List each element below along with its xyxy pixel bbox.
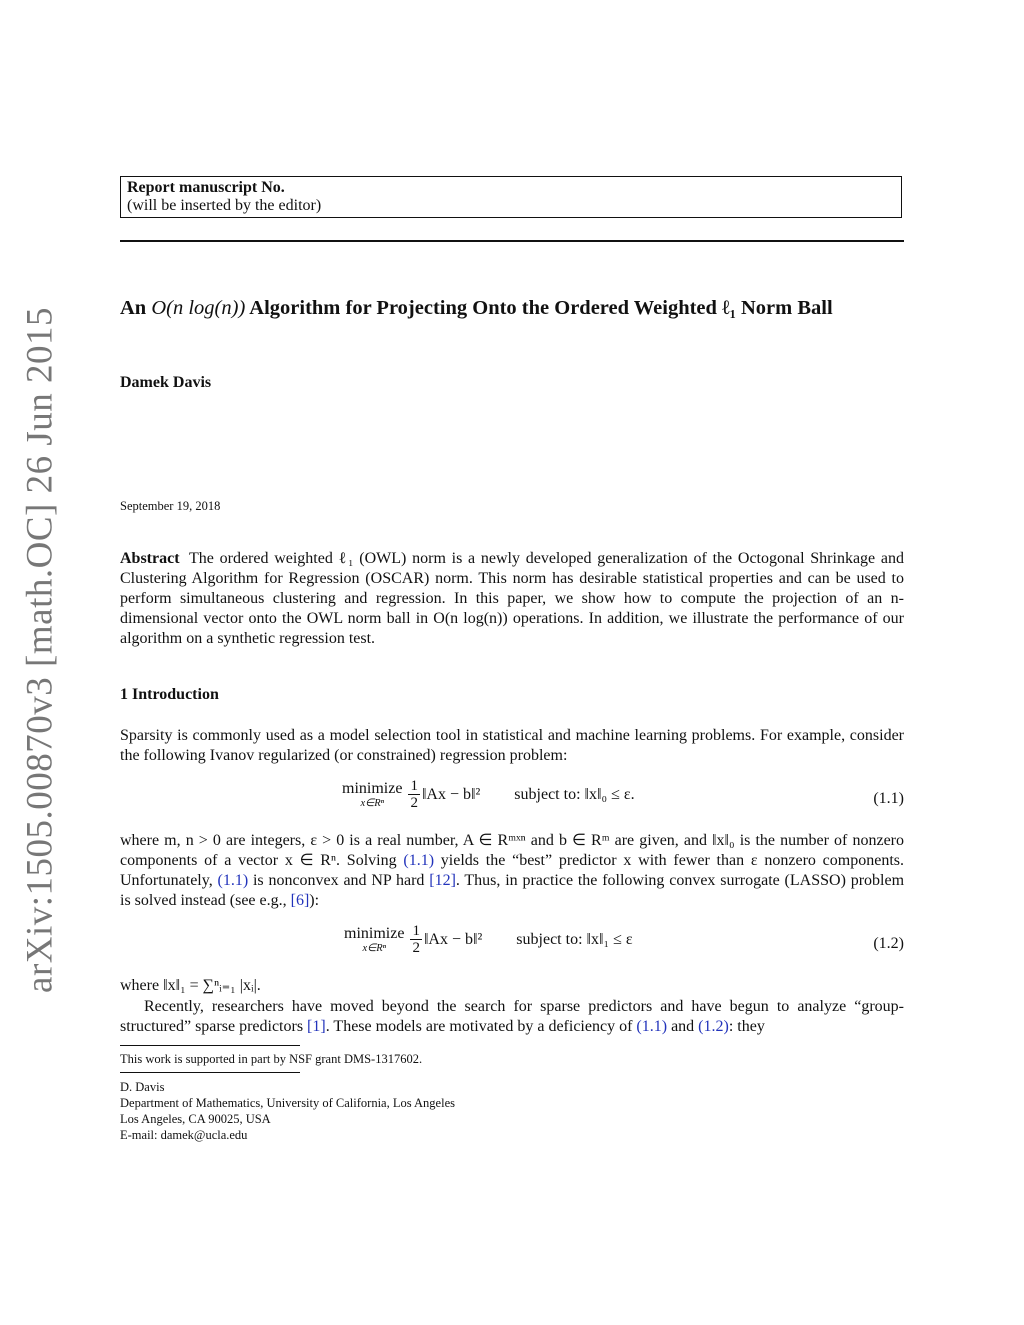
equation-1-2 bbox=[120, 923, 904, 967]
equation-ref-link[interactable]: (1.1) bbox=[636, 1018, 668, 1035]
report-box-subtitle: (will be inserted by the editor) bbox=[127, 197, 322, 214]
funding-footnote: This work is supported in part by NSF grant DMS-1317602. bbox=[120, 1052, 423, 1066]
fraction-numerator: 1 bbox=[410, 778, 418, 794]
abstract-label: Abstract bbox=[120, 550, 180, 567]
where-text: ): bbox=[309, 892, 320, 909]
where-text: is nonconvex and NP hard bbox=[248, 872, 430, 889]
l1-norm-definition: where ‖x‖₁ = ∑ⁿᵢ₌₁ |xᵢ|. bbox=[120, 977, 261, 994]
equation-body bbox=[342, 778, 635, 811]
equation-ref-link[interactable]: (1.2) bbox=[698, 1018, 729, 1035]
where-text: yields the “best” predictor x with fewer than ε nonzero components. Unfortunately, bbox=[120, 852, 904, 889]
affiliation-rule bbox=[120, 1072, 300, 1073]
minimize-word: minimize bbox=[342, 780, 403, 797]
minimize-word: minimize bbox=[344, 925, 405, 942]
constraint: subject to: ‖x‖₀ ≤ ε. bbox=[514, 785, 635, 803]
affiliation-email[interactable]: E-mail: damek@ucla.edu bbox=[120, 1128, 248, 1142]
affiliation-address: Los Angeles, CA 90025, USA bbox=[120, 1112, 271, 1126]
affiliation-department: Department of Mathematics, University of California, Los Angeles bbox=[120, 1096, 455, 1110]
affiliation-block bbox=[120, 1079, 455, 1143]
intro-paragraph: Sparsity is commonly used as a model selection tool in statistical and machine learning problems. For example, consider the following Ivanov regularized (or constrained) regression problem: bbox=[120, 727, 904, 764]
minimize-operator bbox=[344, 925, 404, 954]
equation-body bbox=[344, 923, 633, 956]
minimize-subscript: x∈Rⁿ bbox=[360, 798, 384, 809]
title-rest: Algorithm for Projecting Onto the Ordered Weighted ℓ₁ Norm Ball bbox=[245, 297, 833, 319]
where-text: where m, n > 0 are integers, ε > 0 is a real number, A ∈ Rᵐˣⁿ and b ∈ Rᵐ are given, and ‖x‖₀ is the number of nonzero components of a vector x ∈ Rⁿ. Solving bbox=[120, 832, 904, 869]
minimize-subscript: x∈Rⁿ bbox=[362, 943, 386, 954]
recent-text: : they bbox=[728, 1018, 765, 1035]
section-heading: 1 Introduction bbox=[120, 686, 219, 703]
title-rule bbox=[120, 240, 904, 242]
minimize-operator bbox=[342, 780, 402, 809]
equation-ref-link[interactable]: (1.1) bbox=[403, 852, 435, 869]
objective: ‖Ax − b‖² bbox=[421, 785, 481, 803]
abstract-text: The ordered weighted ℓ₁ (OWL) norm is a newly developed generalization of the Octogonal Shrinkage and Clustering Algorithm for Regression (OSCAR) norm. This norm has desirable statistical properties and can be used to perform simultaneous clustering and regression. In this paper, we show how to compute the projection of an n-dimensional vector onto the OWL norm ball in O(n log(n)) operations. In addition, we illustrate the performance of our algorithm on a synthetic regression test. bbox=[120, 550, 904, 647]
title-prefix: An bbox=[120, 297, 152, 319]
recent-text: Recently, researchers have moved beyond the search for sparse predictors and have begun to analyze “group-structured” sparse predictors bbox=[120, 998, 904, 1035]
report-box-title: Report manuscript No. bbox=[127, 179, 285, 196]
report-manuscript-box bbox=[120, 176, 902, 218]
recent-paragraph bbox=[120, 997, 904, 1037]
title-math: O(n log(n)) bbox=[151, 297, 246, 319]
affiliation-name: D. Davis bbox=[120, 1080, 165, 1094]
equation-number: (1.1) bbox=[873, 790, 904, 807]
recent-text: . These models are motivated by a deficiency of bbox=[325, 1018, 637, 1035]
fraction bbox=[408, 778, 420, 811]
fraction bbox=[410, 923, 422, 956]
paper-date: September 19, 2018 bbox=[120, 499, 221, 513]
equation-number: (1.2) bbox=[873, 935, 904, 952]
footnote-rule bbox=[120, 1045, 300, 1046]
fraction-denominator: 2 bbox=[410, 795, 418, 811]
where-paragraph bbox=[120, 831, 904, 911]
author-name: Damek Davis bbox=[120, 374, 212, 391]
arxiv-identifier[interactable]: arXiv:1505.00870v3 [math.OC] 26 Jun 2015 bbox=[19, 307, 61, 993]
objective: ‖Ax − b‖² bbox=[423, 930, 483, 948]
citation-link[interactable]: [1] bbox=[307, 1018, 326, 1035]
fraction-denominator: 2 bbox=[412, 940, 420, 956]
abstract bbox=[120, 549, 904, 649]
constraint: subject to: ‖x‖₁ ≤ ε bbox=[516, 930, 633, 948]
citation-link[interactable]: [6] bbox=[290, 892, 310, 909]
fraction-numerator: 1 bbox=[412, 923, 420, 939]
paper-title bbox=[120, 296, 900, 321]
recent-text: and bbox=[667, 1018, 699, 1035]
equation-ref-link[interactable]: (1.1) bbox=[217, 872, 249, 889]
where-text: . Thus, in practice the following convex surrogate (LASSO) problem is solved instead (see e.g., bbox=[120, 872, 905, 909]
citation-link[interactable]: [12] bbox=[429, 872, 456, 889]
equation-1-1 bbox=[120, 778, 904, 822]
